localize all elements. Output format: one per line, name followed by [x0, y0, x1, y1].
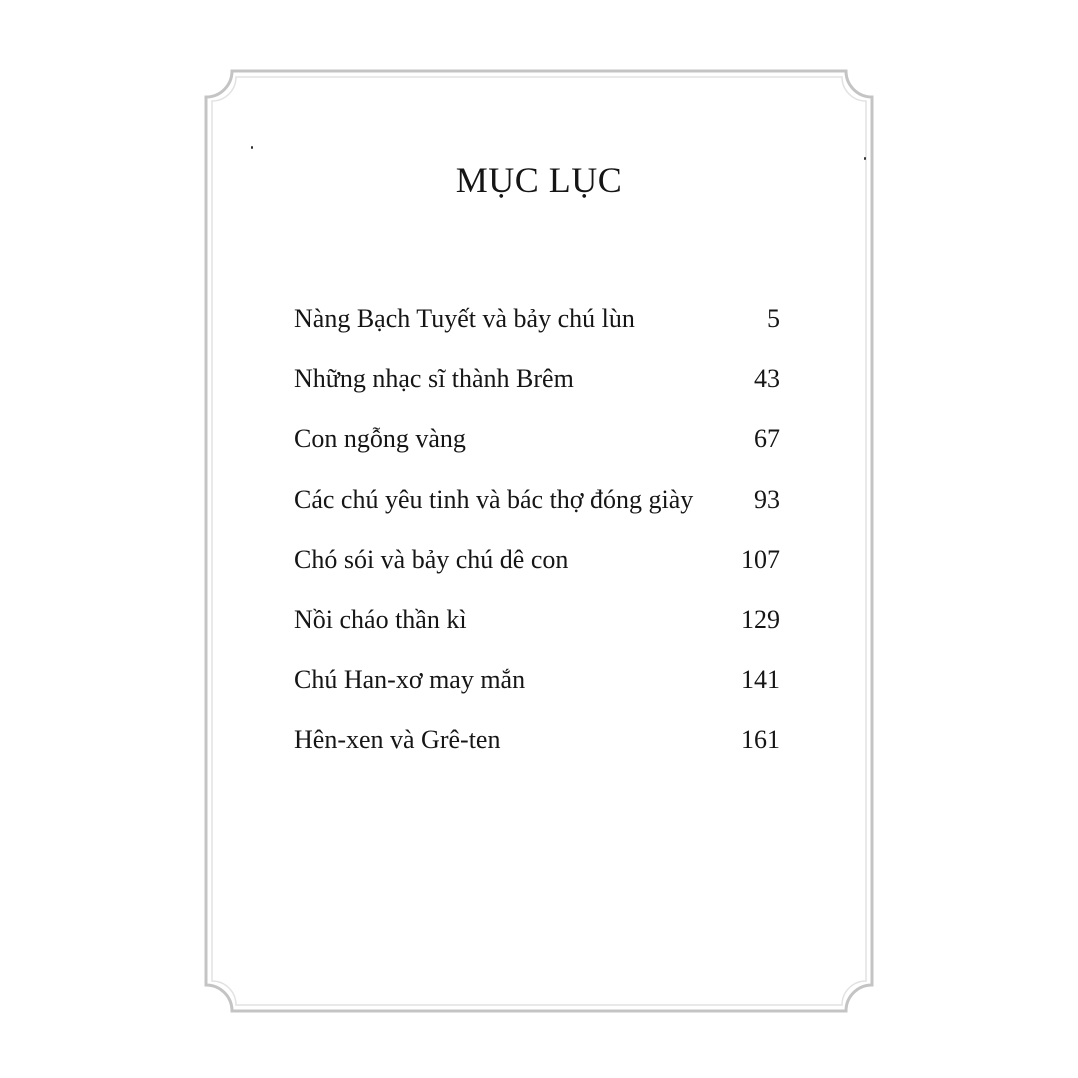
- print-speck: [251, 146, 253, 149]
- toc-entry-title: Nàng Bạch Tuyết và bảy chú lùn: [294, 304, 635, 333]
- toc-entry: [294, 601, 780, 661]
- toc-entry-title: Con ngỗng vàng: [294, 424, 466, 454]
- toc-entry-page: 5: [767, 304, 780, 333]
- toc-entry-page: 161: [741, 725, 780, 755]
- toc-entry-page: 43: [754, 364, 780, 394]
- toc-entry: [294, 541, 780, 601]
- toc-entry-title: Nồi cháo thần kì: [294, 604, 467, 634]
- toc-entry-title: Chó sói và bảy chú dê con: [294, 544, 569, 574]
- toc-entry: [294, 721, 780, 781]
- toc-entry-title: Những nhạc sĩ thành Brêm: [294, 364, 574, 394]
- toc-entry: [294, 420, 780, 480]
- page-title: MỤC LỤC: [455, 160, 623, 200]
- toc-entry: [294, 300, 780, 360]
- toc-entry-page: 129: [741, 604, 780, 634]
- toc-entry-page: 107: [741, 544, 780, 574]
- toc-entry-title: Các chú yêu tinh và bác thợ đóng giày: [294, 484, 694, 514]
- toc-entry-title: Hên-xen và Grê-ten: [294, 725, 501, 755]
- toc-entry-page: 93: [754, 484, 780, 514]
- toc-entry: [294, 661, 780, 721]
- toc-list: [294, 300, 780, 782]
- toc-entry-page: 141: [741, 665, 780, 695]
- toc-entry-page: 67: [754, 424, 780, 454]
- toc-entry: [294, 481, 780, 541]
- toc-entry-title: Chú Han-xơ may mắn: [294, 665, 526, 695]
- toc-entry: [294, 360, 780, 420]
